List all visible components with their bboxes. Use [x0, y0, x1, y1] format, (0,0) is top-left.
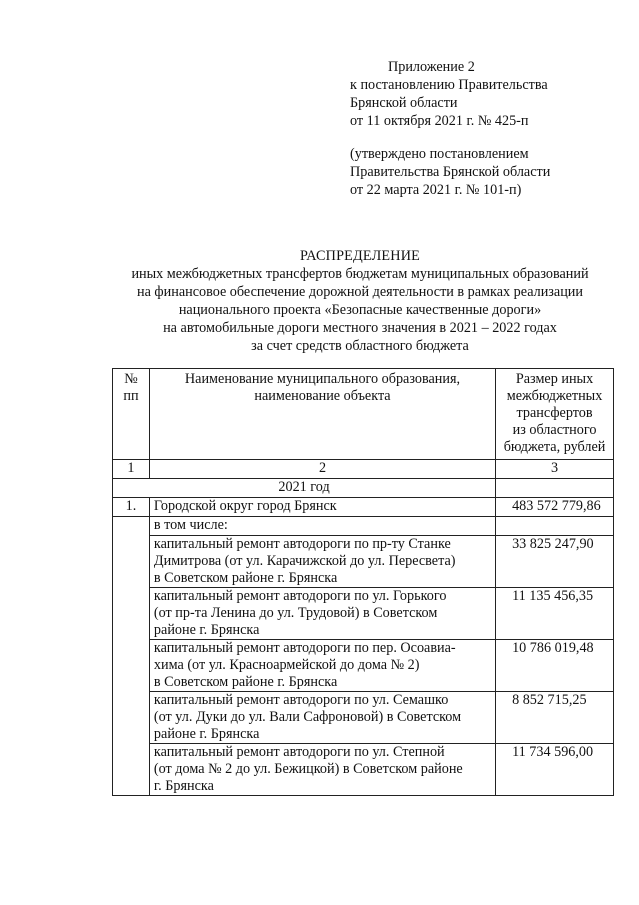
column-number: 1 — [113, 460, 150, 479]
header-amount-line: межбюджетных — [506, 388, 603, 404]
object-name-line: капитальный ремонт автодороги по пер. Осоавиа- — [153, 640, 456, 656]
object-name-line: капитальный ремонт автодороги по пр-ту Станке — [153, 536, 451, 552]
title-line: за счет средств областного бюджета — [251, 338, 469, 354]
object-name — [149, 588, 495, 640]
appendix-line: к постановлению Правительства — [350, 77, 548, 93]
header-amount-line: Размер иных — [515, 371, 594, 387]
including-row — [113, 517, 614, 536]
object-name-line: в Советском районе г. Брянска — [153, 674, 338, 690]
object-name-line: капитальный ремонт автодороги по ул. Горького — [153, 588, 447, 604]
district-no: 1. — [113, 498, 150, 517]
object-amount: 11 734 596,00 — [496, 744, 614, 796]
title-line: иных межбюджетных трансфертов бюджетам муниципальных образований — [131, 266, 589, 282]
table-row — [113, 588, 614, 640]
table-row — [113, 536, 614, 588]
object-amount: 10 786 019,48 — [496, 640, 614, 692]
table-row — [113, 744, 614, 796]
appendix-line: от 11 октября 2021 г. № 425-п — [350, 113, 529, 129]
title-heading: РАСПРЕДЕЛЕНИЕ — [299, 248, 421, 264]
object-name-line: районе г. Брянска — [153, 726, 260, 742]
object-name-line: хима (от ул. Красноармейской до дома № 2) — [153, 657, 420, 673]
object-name-line: районе г. Брянска — [153, 622, 260, 638]
object-amount: 8 852 715,25 — [496, 692, 614, 744]
object-name — [149, 536, 495, 588]
appendix-line: Брянской области — [350, 95, 458, 111]
object-name-line: капитальный ремонт автодороги по ул. Степной — [153, 744, 445, 760]
appendix-block — [350, 58, 548, 130]
table-row — [113, 692, 614, 744]
title-line: на автомобильные дороги местного значения в 2021 – 2022 годах — [163, 320, 557, 336]
approval-line: от 22 марта 2021 г. № 101-п) — [350, 182, 522, 198]
title-line: национального проекта «Безопасные качественные дороги» — [178, 302, 542, 318]
header-amount — [496, 369, 614, 460]
column-number: 2 — [149, 460, 495, 479]
including-label: в том числе: — [149, 517, 495, 536]
object-name — [149, 640, 495, 692]
approval-note — [350, 145, 550, 199]
object-name-line: (от дома № 2 до ул. Бежицкой) в Советском районе — [153, 761, 463, 777]
header-no-line: пп — [123, 388, 139, 404]
district-row — [113, 498, 614, 517]
object-name-line: г. Брянска — [153, 778, 214, 794]
merged-no-cell — [113, 517, 150, 796]
title-line: на финансовое обеспечение дорожной деятельности в рамках реализации — [137, 284, 583, 300]
header-amount-line: из областного — [512, 422, 597, 438]
approval-line: Правительства Брянской области — [350, 164, 551, 180]
header-no — [113, 369, 150, 460]
year-row — [113, 479, 614, 498]
column-number: 3 — [496, 460, 614, 479]
object-name — [149, 744, 495, 796]
object-name-line: капитальный ремонт автодороги по ул. Семашко — [153, 692, 449, 708]
year-label: 2021 год — [113, 479, 496, 498]
header-amount-line: трансфертов — [516, 405, 593, 421]
header-name-line: Наименование муниципального образования, — [184, 371, 461, 387]
district-name: Городской округ город Брянск — [149, 498, 495, 517]
object-amount: 11 135 456,35 — [496, 588, 614, 640]
district-amount: 483 572 779,86 — [496, 498, 614, 517]
table-header-row — [113, 369, 614, 460]
distribution-table — [112, 368, 614, 796]
column-number-row — [113, 460, 614, 479]
appendix-line: Приложение 2 — [388, 59, 475, 75]
object-name-line: (от ул. Дуки до ул. Вали Сафроновой) в Советском — [153, 709, 462, 725]
year-empty-cell — [496, 479, 614, 498]
including-empty-cell — [496, 517, 614, 536]
object-name — [149, 692, 495, 744]
object-name-line: (от пр-та Ленина до ул. Трудовой) в Советском — [153, 605, 438, 621]
header-no-line: № — [124, 371, 138, 387]
object-name-line: Димитрова (от ул. Карачижской до ул. Пересвета) — [153, 553, 456, 569]
header-amount-line: бюджета, рублей — [503, 439, 606, 455]
header-name-line: наименование объекта — [254, 388, 391, 404]
object-name-line: в Советском районе г. Брянска — [153, 570, 338, 586]
object-amount: 33 825 247,90 — [496, 536, 614, 588]
header-name — [149, 369, 495, 460]
document-title — [90, 247, 630, 355]
approval-line: (утверждено постановлением — [350, 146, 529, 162]
table-row — [113, 640, 614, 692]
